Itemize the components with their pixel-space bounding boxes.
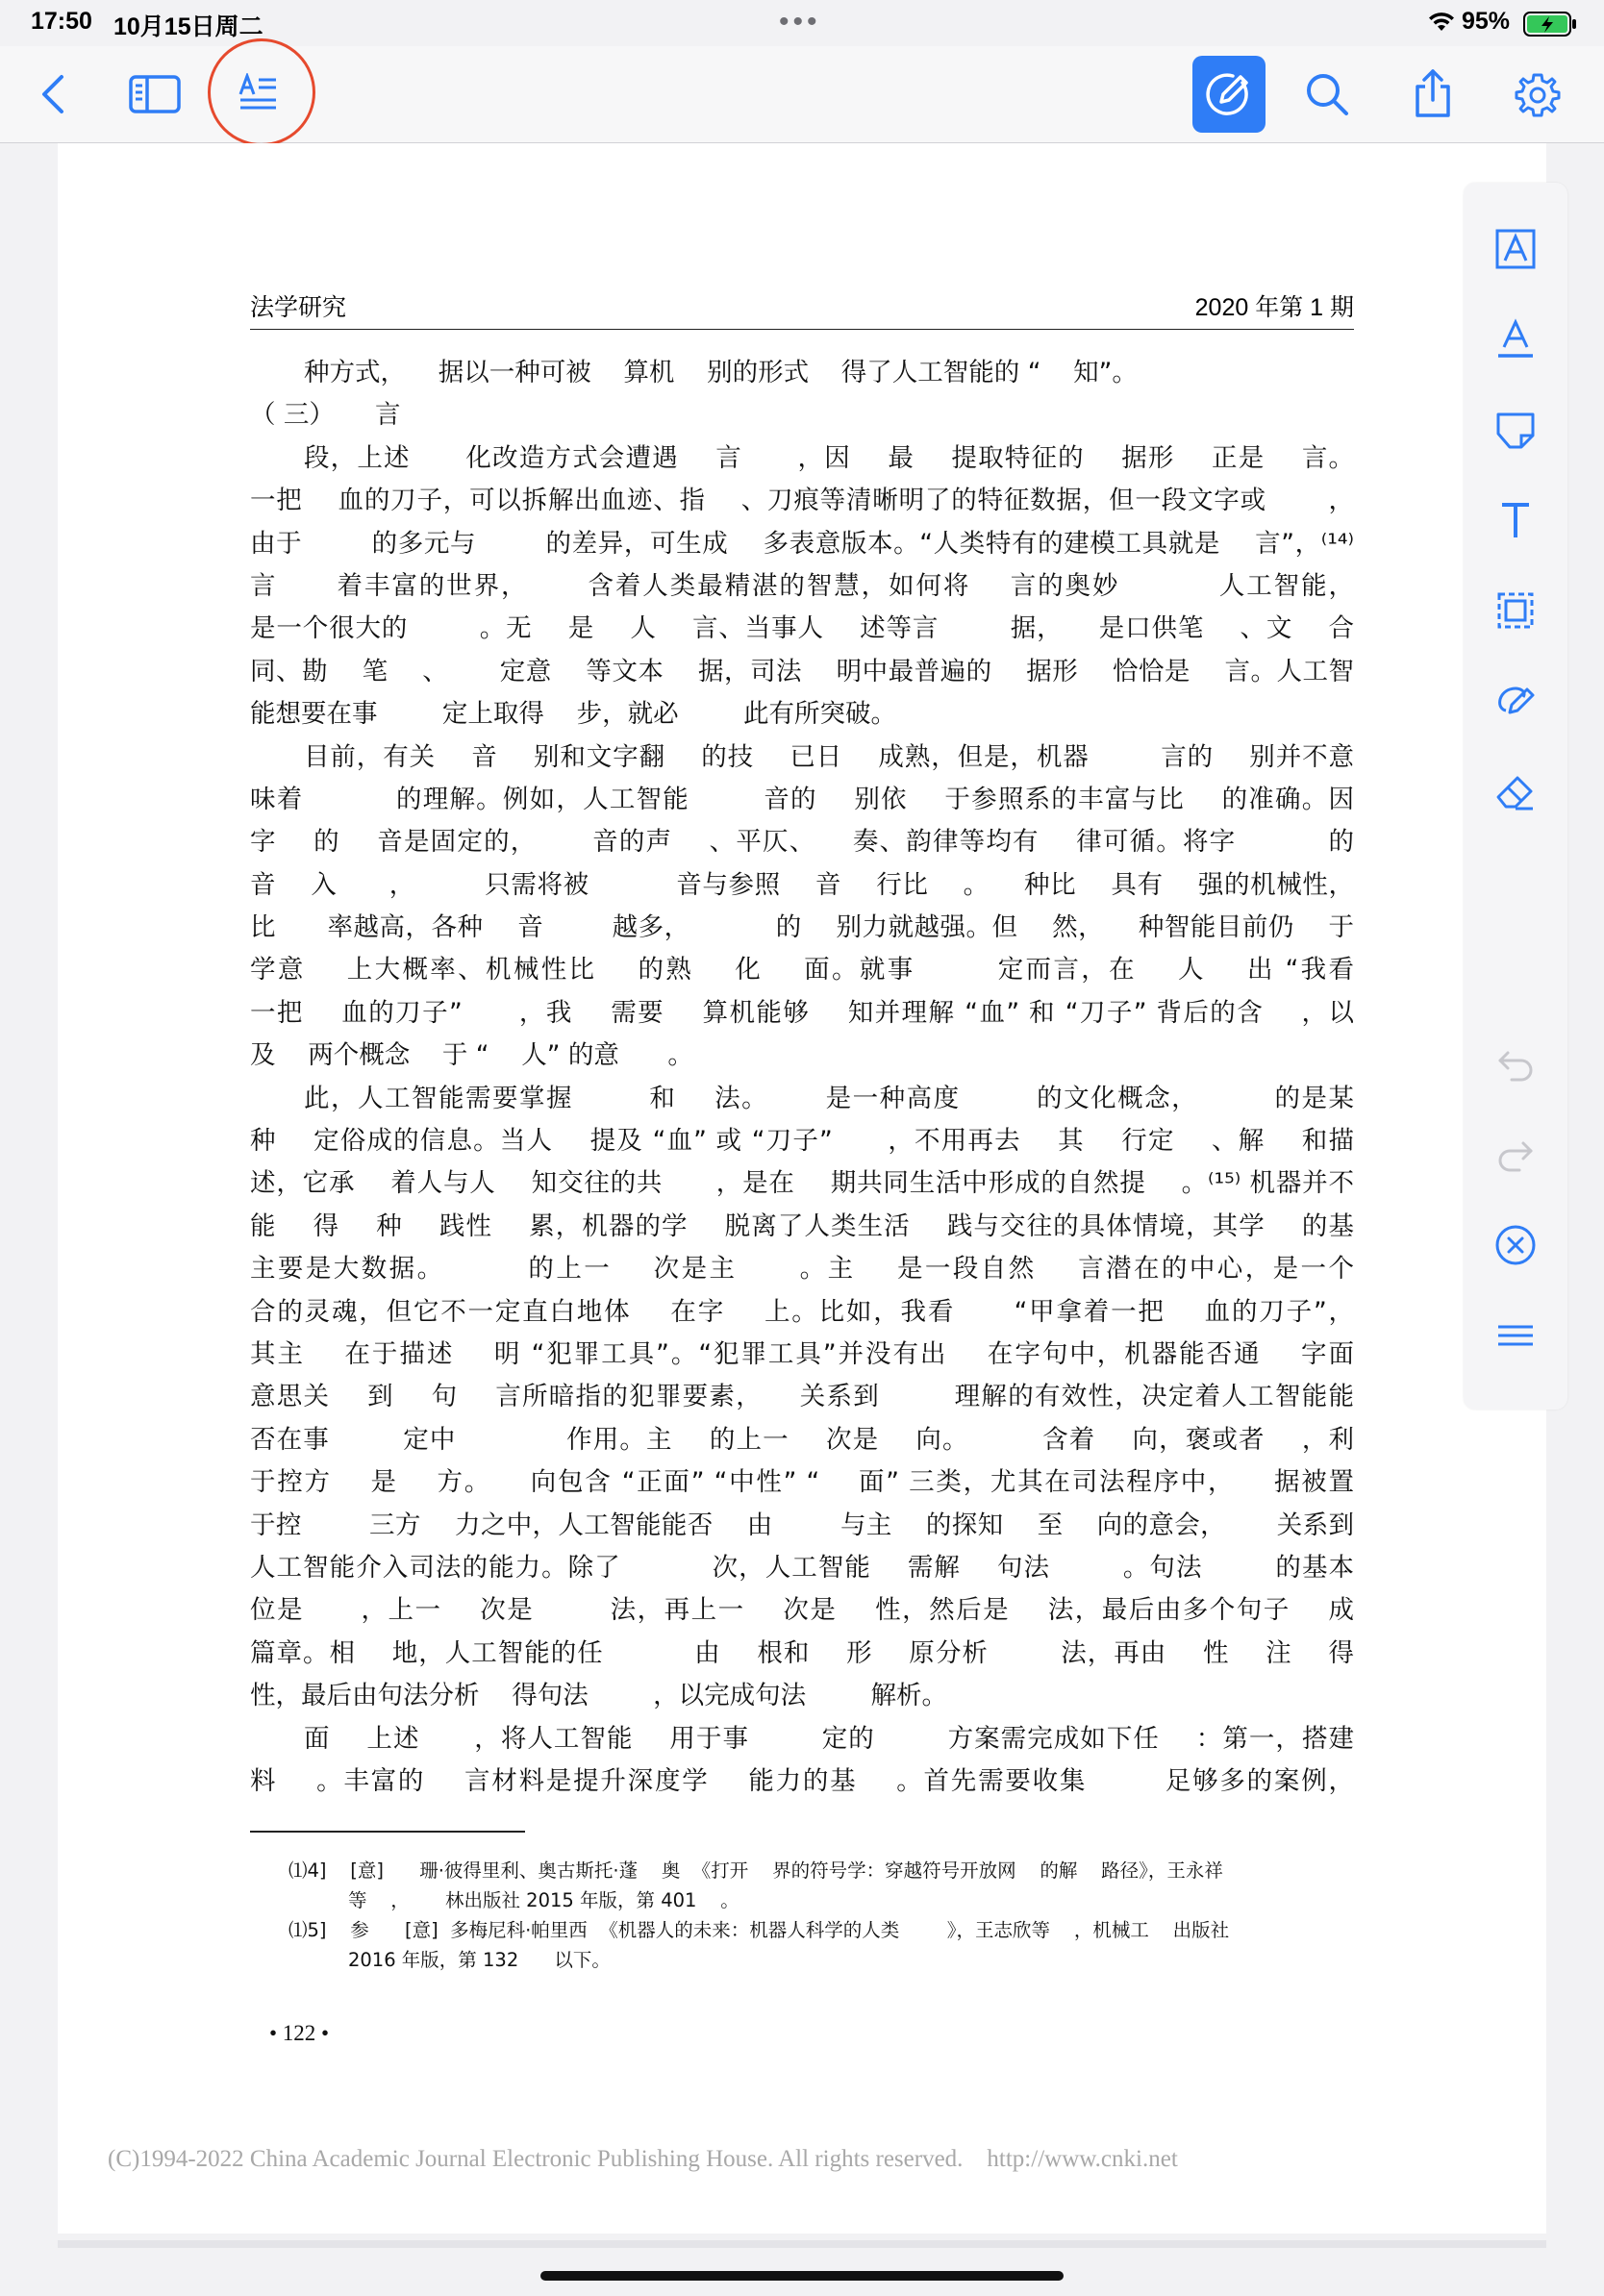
text-line: 人工智能介入司法的能力。除了 次，人工智能 需解 句法 。句法 的基本 xyxy=(250,1552,1354,1583)
text-line: 学意 上大概率、机械性比 的熟 化 面。就事 定而言，在 人 出 “我看 xyxy=(250,955,1354,986)
share-icon xyxy=(1412,67,1454,119)
text-line: 言 着丰富的世界， 含着人类最精湛的智慧，如何将 言的奥妙 人工智能， xyxy=(250,570,1354,601)
note-icon xyxy=(1494,409,1537,451)
highlight-ring xyxy=(208,38,315,146)
text-line: 一把 血的刀子” ，我 需要 算机能够 知并理解 “血” 和 “刀子” 背后的含 ，以 xyxy=(250,997,1354,1028)
text-line: 篇章。相 地，人工智能的任 由 根和 形 原分析 法，再由 性 注 得 xyxy=(250,1637,1354,1668)
pencil-circle-icon xyxy=(1204,69,1254,119)
text-line: 同、勘 笔 、 定意 等文本 据，司法 明中最普遍的 据形 恰恰是 言。人工智 xyxy=(250,656,1354,686)
gear-icon xyxy=(1514,71,1562,119)
annotate-button[interactable] xyxy=(1192,56,1266,133)
text-line: 目前，有关 音 别和文字翻 的技 已日 成熟，但是，机器 言的 别并不意 xyxy=(304,741,1354,772)
text-line: 种 定俗成的信息。当人 提及 “血” 或 “刀子” ，不用再去 其 行定 、解 和描 xyxy=(250,1126,1354,1157)
text-box-tool[interactable] xyxy=(1481,217,1550,281)
search-button[interactable] xyxy=(1300,67,1354,121)
text-line: 面 上述 ，将人工智能 用于事 定的 方案需完成如下任 ：第一，搭建 xyxy=(304,1723,1354,1754)
close-circle-icon xyxy=(1494,1224,1537,1266)
text-line: 意思关 到 句 言所暗指的犯罪要素， 关系到 理解的有效性，决定着人工智能能 xyxy=(250,1382,1354,1412)
eraser-tool[interactable] xyxy=(1481,760,1550,823)
text-tool-icon xyxy=(1494,499,1537,541)
multitask-dots-icon[interactable]: ••• xyxy=(779,6,821,37)
annotation-palette xyxy=(1464,183,1567,1410)
settings-button[interactable] xyxy=(1510,67,1566,123)
page-number: • 122 • xyxy=(269,2021,330,2045)
sidebar-toggle-button[interactable] xyxy=(125,67,185,121)
status-time: 17:50 xyxy=(31,8,92,35)
back-button[interactable] xyxy=(29,67,77,121)
text-line: 于控方 是 方。 向包含 “正面” “中性” “ 面” 三类，尤其在司法程序中， 据被置 xyxy=(250,1467,1354,1498)
text-line: 料 。丰富的 言材料是提升深度学 能力的基 。首先需要收集 足够多的案例， xyxy=(250,1765,1354,1796)
sidebar-icon xyxy=(128,74,182,114)
area-select-tool[interactable] xyxy=(1481,579,1550,642)
text-box-icon xyxy=(1494,228,1537,270)
text-line: 及 两个概念 于 “ 人” 的意 。 xyxy=(250,1040,693,1071)
text-line: 主要是大数据。 的上一 次是主 。主 是一段自然 言潜在的中心，是一个 xyxy=(250,1254,1354,1285)
text-line: 字 的 音是固定的， 音的声 、平仄、 奏、韵律等均有 律可循。将字 的 xyxy=(250,827,1354,858)
page-bottom-edge xyxy=(58,2240,1546,2248)
footnote-line: ⑴4] [意] 珊·彼得里利、奥古斯托·蓬 奥 《打开 界的符号学：穿越符号开放网 的解 路径》，王永祥 xyxy=(288,1859,1223,1882)
status-date: 10月15日周二 xyxy=(113,13,263,40)
home-indicator[interactable] xyxy=(540,2271,1064,2281)
text-line: 其主 在于描述 明 “犯罪工具”。“犯罪工具”并没有出 在字句中，机器能否通 字面 xyxy=(250,1338,1354,1369)
copyright-line: (C)1994-2022 China Academic Journal Electronic Publishing House. All rights reserved. http://www.cnki.net xyxy=(108,2146,1178,2172)
text-line: （ 三） 言 xyxy=(250,400,401,431)
text-line: 音 入 ， 只需将被 音与参照 音 行比 。 种比 具有 强的机械性， xyxy=(250,869,1354,900)
text-line: 能 得 种 践性 累，机器的学 脱离了人类生活 践与交往的具体情境，其学 的基 xyxy=(250,1210,1354,1241)
wifi-icon xyxy=(1427,10,1456,37)
issue-label: 2020 年第 1 期 xyxy=(1194,294,1354,321)
eraser-icon xyxy=(1494,770,1537,812)
pen-tool[interactable] xyxy=(1481,669,1550,733)
magnifier-icon xyxy=(1304,71,1350,117)
text-line: 比 率越高，各种 音 越多， 的 别力就越强。但 然， 种智能目前仍 于 xyxy=(250,912,1354,943)
footnote-line: 等 ， 林出版社 2015 年版，第 401 。 xyxy=(288,1889,739,1911)
share-button[interactable] xyxy=(1408,63,1458,123)
palette-menu-button[interactable] xyxy=(1481,1304,1550,1367)
running-head xyxy=(250,288,1354,330)
footnote-line: ⑴5] 参 [意] 多梅尼科·帕里西 《机器人的未来：机器人科学的人类 》，王志欣等 ，机械工 出版社 xyxy=(288,1919,1230,1941)
note-tool[interactable] xyxy=(1481,398,1550,462)
journal-name: 法学研究 xyxy=(250,293,347,321)
text-line: 性，最后由句法分析 得句法 ，以完成句法 解析。 xyxy=(250,1681,947,1711)
battery-percent: 95% xyxy=(1462,8,1511,35)
chevron-left-icon xyxy=(38,73,67,115)
status-bar xyxy=(0,0,1604,46)
text-line: 位是 ，上一 次是 法，再上一 次是 性，然后是 法，最后由多个句子 成 xyxy=(250,1595,1354,1626)
text-line: 由于 的多元与 的差异，可生成 多表意版本。“人类特有的建模工具就是 言”，⁽¹⁴⁾ xyxy=(250,528,1354,559)
text-line: 否在事 定中 作用。主 的上一 次是 向。 含着 向，褒或者 ，利 xyxy=(250,1424,1354,1455)
text-line: 一把 血的刀子，可以拆解出血迹、指 、刀痕等清晰明了的特征数据，但一段文字或 ， xyxy=(250,486,1354,516)
text-line: 段，上述 化改造方式会遭遇 言 ，因 最 提取特征的 据形 正是 言。 xyxy=(304,442,1354,473)
undo-icon xyxy=(1494,1043,1537,1086)
text-line: 味着 的理解。例如，人工智能 音的 别依 于参照系的丰富与比 的准确。因 xyxy=(250,784,1354,814)
text-line: 是一个很大的 。无 是 人 言、当事人 述等言 据， 是口供笔 、文 合 xyxy=(250,613,1354,644)
battery-charging-icon xyxy=(1523,12,1577,41)
area-select-icon xyxy=(1494,589,1537,632)
text-tool[interactable] xyxy=(1481,488,1550,552)
redo-icon xyxy=(1494,1134,1537,1176)
text-line: 述，它承 着人与人 知交往的共 ，是在 期共同生活中形成的自然提 。⁽¹⁵⁾ 机器并不 xyxy=(250,1168,1354,1199)
text-line: 于控 三方 力之中，人工智能能否 由 与主 的探知 至 向的意会， 关系到 xyxy=(250,1510,1354,1540)
text-underline-icon xyxy=(1494,318,1537,361)
footnotes xyxy=(288,1856,1354,1975)
text-line: 能想要在事 定上取得 步，就必 此有所突破。 xyxy=(250,699,896,730)
pen-icon xyxy=(1494,680,1537,722)
footnote-line: 2016 年版，第 132 以下。 xyxy=(288,1949,611,1971)
footnote-divider xyxy=(250,1831,525,1833)
undo-button[interactable] xyxy=(1481,1033,1550,1096)
text-line: 合的灵魂，但它不一定直白地体 在字 上。比如，我看 “甲拿着一把 血的刀子”， xyxy=(250,1296,1354,1327)
menu-icon xyxy=(1494,1314,1537,1357)
text-line: 种方式， 据以一种可被 算机 别的形式 得了人工智能的 “ 知”。 xyxy=(304,358,1138,387)
body-text[interactable] xyxy=(250,352,1354,1803)
close-palette-button[interactable] xyxy=(1481,1213,1550,1277)
redo-button[interactable] xyxy=(1481,1123,1550,1186)
text-line: 此，人工智能需要掌握 和 法。 是一种高度 的文化概念， 的是某 xyxy=(304,1083,1354,1113)
underline-tool[interactable] xyxy=(1481,308,1550,371)
